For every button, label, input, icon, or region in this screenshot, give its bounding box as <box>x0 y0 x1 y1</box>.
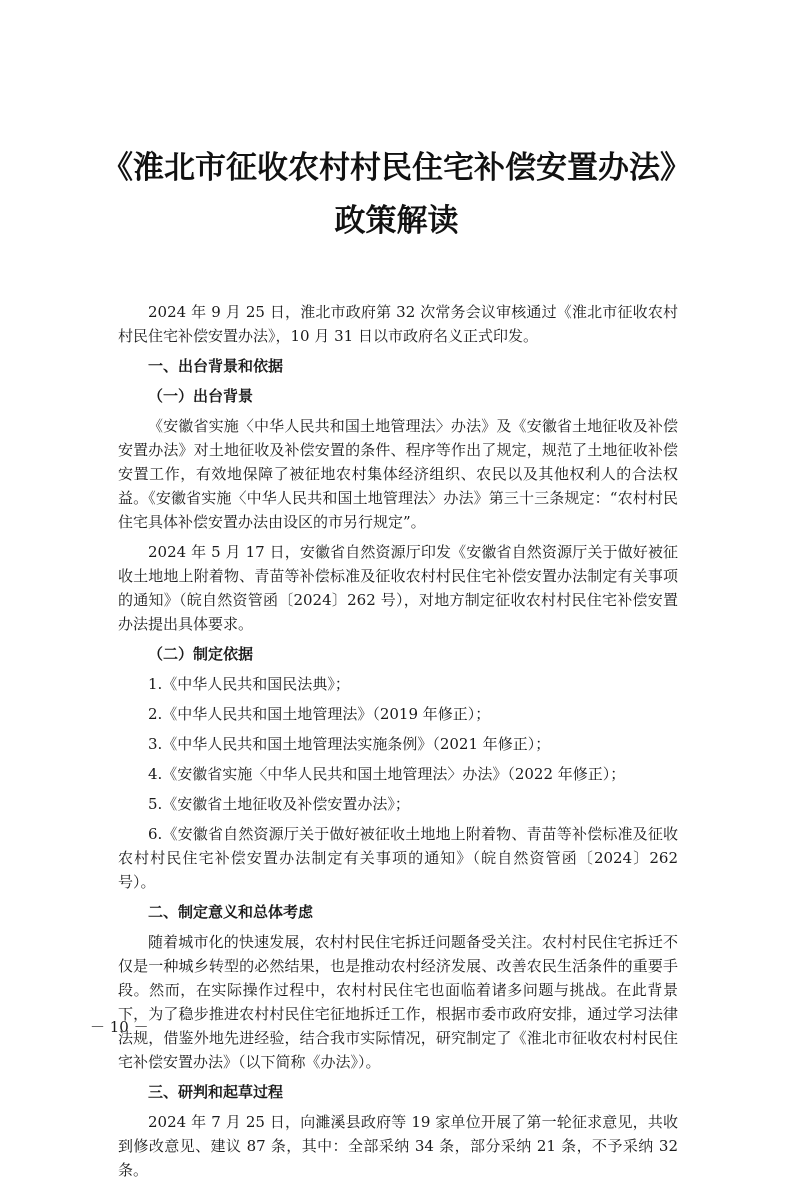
section-heading: 一、出台背景和依据 <box>148 357 284 375</box>
document-title: 《淮北市征收农村村民住宅补偿安置办法》 <box>102 150 691 186</box>
section-heading: 三、研判和起草过程 <box>148 1083 284 1101</box>
paragraph: 5.《安徽省土地征收及补偿安置办法》； <box>148 795 410 813</box>
paragraph: 2.《中华人民共和国土地管理法》（2019 年修正）； <box>148 705 491 723</box>
section-heading: （二）制定依据 <box>148 645 254 663</box>
section-heading: （一）出台背景 <box>148 387 254 405</box>
paragraph: 3.《中华人民共和国土地管理法实施条例》（2021 年修正）； <box>148 735 551 753</box>
paragraph: 《安徽省实施〈中华人民共和国土地管理法〉办法》及《安徽省土地征收及补偿安置办法》对土地征收及补偿安置的条件、程序等作出了规定，规范了土地征收补偿安置工作，有效地保障了被征地农村集体经济组织、农民以及其他权利人的合法权益。《安徽省实施〈中华人民共和国土地管理法〉办法》第三十三条规定：“农村村民住宅具体补偿安置办法由设区的市另行规定”。 <box>118 417 678 531</box>
page-number: － 10 － <box>90 1018 149 1036</box>
document-subtitle: 政策解读 <box>334 203 459 239</box>
document-body <box>118 300 678 1188</box>
section-heading: 二、制定意义和总体考虑 <box>148 903 314 921</box>
paragraph: 2024 年 7 月 25 日，向濉溪县政府等 19 家单位开展了第一轮征求意见，共收到修改意见、建议 87 条，其中：全部采纳 34 条，部分采纳 21 条，不予采纳 32 条。 <box>118 1113 678 1179</box>
paragraph: 2024 年 9 月 25 日，淮北市政府第 32 次常务会议审核通过《淮北市征收农村村民住宅补偿安置办法》，10 月 31 日以市政府名义正式印发。 <box>118 303 678 345</box>
paragraph: 1.《中华人民共和国民法典》； <box>148 675 350 693</box>
paragraph: 6.《安徽省自然资源厅关于做好被征收土地地上附着物、青苗等补偿标准及征收农村村民住宅补偿安置办法制定有关事项的通知》（皖自然资管函〔2024〕262 号）。 <box>118 825 678 891</box>
paragraph: 2024 年 5 月 17 日，安徽省自然资源厅印发《安徽省自然资源厅关于做好被征收土地地上附着物、青苗等补偿标准及征收农村村民住宅补偿安置办法制定有关事项的通知》（皖自然资管函〔2024〕262 号），对地方制定征收农村村民住宅补偿安置办法提出具体要求。 <box>118 543 678 633</box>
paragraph: 4.《安徽省实施〈中华人民共和国土地管理法〉办法》（2022 年修正）； <box>148 765 626 783</box>
paragraph: 随着城市化的快速发展，农村村民住宅拆迁问题备受关注。农村村民住宅拆迁不仅是一种城乡转型的必然结果，也是推动农村经济发展、改善农民生活条件的重要手段。然而，在实际操作过程中，农村村民住宅也面临着诸多问题与挑战。在此背景下，为了稳步推进农村村民住宅征地拆迁工作，根据市委市政府安排，通过学习法律法规，借鉴外地先进经验，结合我市实际情况，研究制定了《淮北市征收农村村民住宅补偿安置办法》（以下简称《办法》）。 <box>118 933 678 1071</box>
